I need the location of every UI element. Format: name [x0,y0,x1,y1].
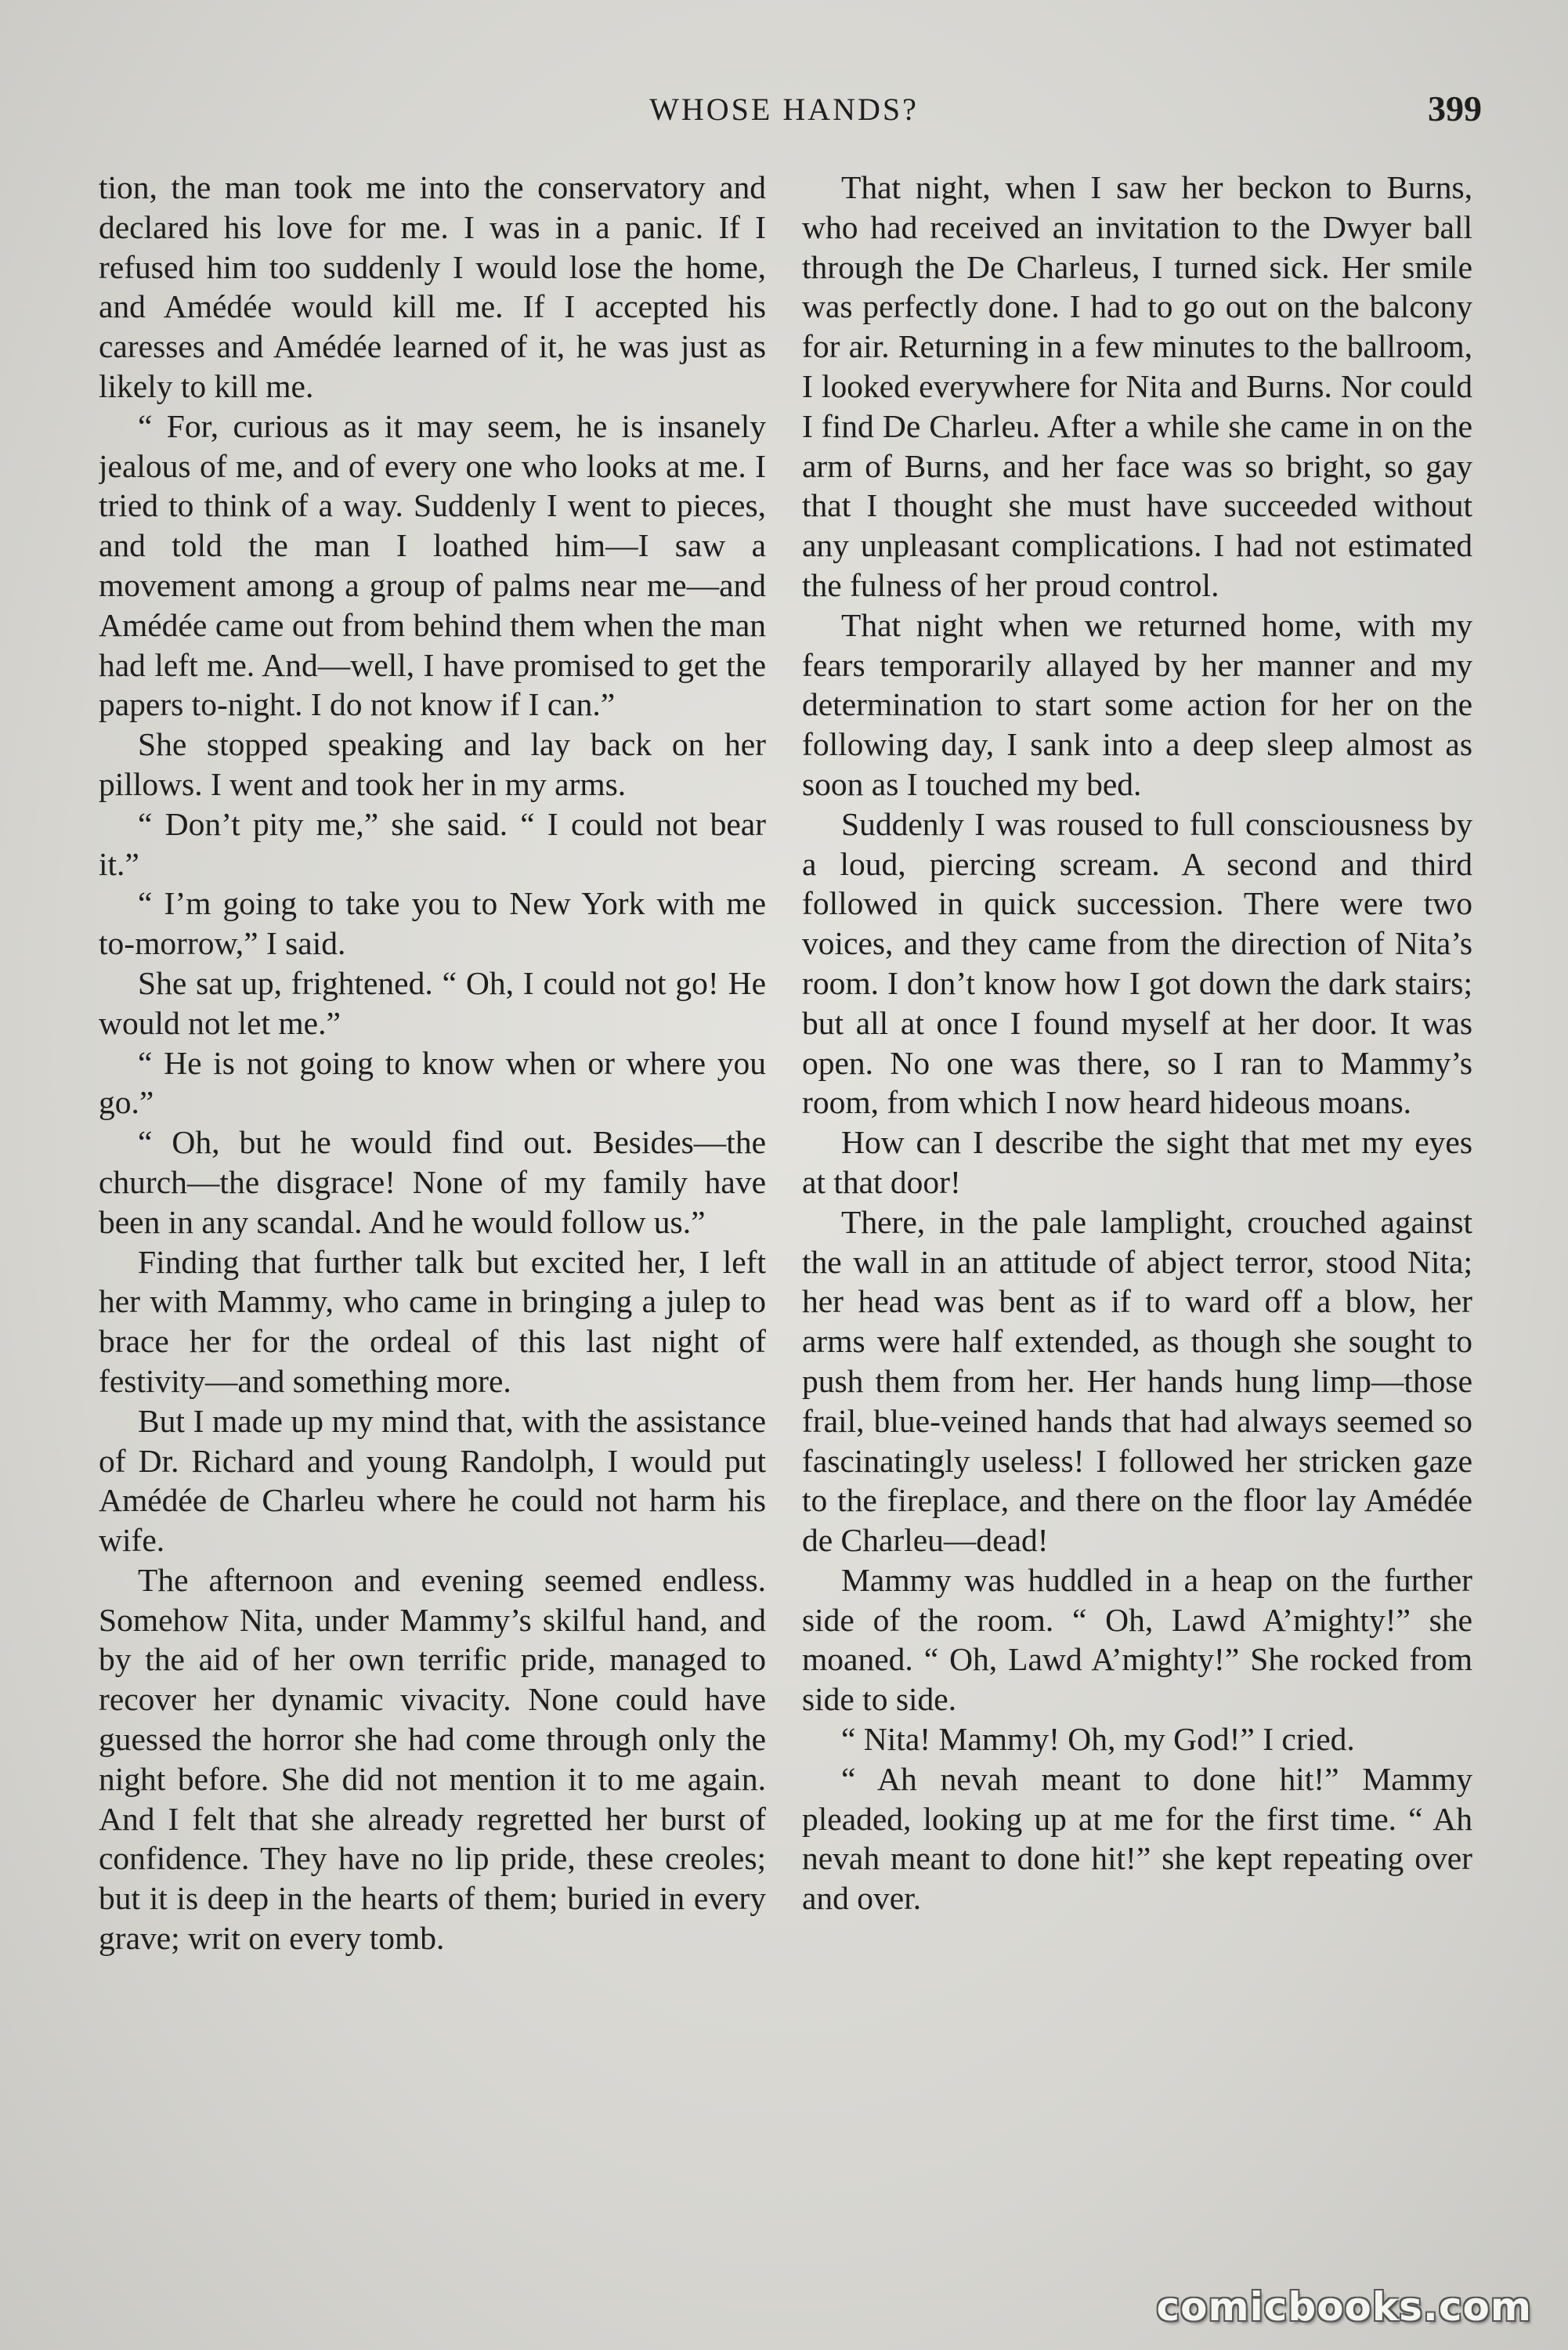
paragraph: That night when we returned home, with my fears temporarily allayed by her manner and my determination to start some action for her on the following day, I sank into a deep sleep almost as soon as I touched my bed. [802,606,1472,802]
site-watermark: comicbooks.com [1156,2284,1532,2330]
paragraph: Suddenly I was roused to full consciousness by a loud, piercing scream. A second and third followed in quick succession. There were two voices, and they came from the direction of Nita’s room. I don’t know how I got down the dark stairs; but all at once I found myself at her door. It was open. No one was there, so I ran to Mammy’s room, from which I now heard hideous moans. [802,805,1472,1121]
paragraph: “ Don’t pity me,” she said. “ I could not bear it.” [99,805,766,882]
paragraph: “ Oh, but he would find out. Besides—the church—the disgrace! None of my family have been in any scandal. And he would follow us.” [99,1124,766,1240]
paragraph: Finding that further talk but excited her, I left her with Mammy, who came in bringing a julep to brace her for the ordeal of this last night of festivity—and something more. [99,1243,766,1399]
paragraph: tion, the man took me into the conservatory and declared his love for me. I was in a panic. If I refused him too suddenly I would lose the home, and Amédée would kill me. If I accepted his caresses and Amédée learned of it, he was just as likely to kill me. [99,169,766,404]
paragraph: She sat up, frightened. “ Oh, I could not go! He would not let me.” [99,964,766,1041]
running-title: WHOSE HANDS? [649,92,919,127]
paragraph: “ For, curious as it may seem, he is insanely jealous of me, and of every one who looks at me. I tried to think of a way. Suddenly I went to pieces, and told the man I loathed him—I saw a movement among a group of palms near me—and Amédée came out from behind them when the man had left me. And—well, I have promised to get the papers to-night. I do not know if I can.” [99,407,766,723]
page-number: 399 [1428,89,1482,128]
left-text-column [99,168,766,2283]
paragraph: Mammy was huddled in a heap on the further side of the room. “ Oh, Lawd A’mighty!” she moaned. “ Oh, Lawd A’mighty!” She rocked from side to side. [802,1561,1472,1718]
paragraph: “ Ah nevah meant to done hit!” Mammy pleaded, looking up at me for the first time. “ Ah nevah meant to done hit!” she kept repeating over and over. [802,1760,1472,1917]
paragraph: How can I describe the sight that met my eyes at that door! [802,1124,1472,1200]
paragraph: “ Nita! Mammy! Oh, my God!” I cried. [841,1721,1355,1758]
paragraph: But I made up my mind that, with the assistance of Dr. Richard and young Randolph, I would put Amédée de Charleu where he could not harm his wife. [99,1402,766,1559]
paragraph: That night, when I saw her beckon to Burns, who had received an invitation to the Dwyer ball through the De Charleus, I turned sick. Her smile was perfectly done. I had to go out on the balcony for air. Returning in a few minutes to the ballroom, I looked everywhere for Nita and Burns. Nor could I find De Charleu. After a while she came in on the arm of Burns, and her face was so bright, so gay that I thought she must have succeeded without any unpleasant complications. I had not estimated the fulness of her proud control. [802,169,1472,603]
page-header [86,91,1482,138]
paragraph: “ He is not going to know when or where you go.” [99,1044,766,1121]
right-text-column [802,168,1472,2283]
paragraph: The afternoon and evening seemed endless. Somehow Nita, under Mammy’s skilful hand, and by the aid of her own terrific pride, managed to recover her dynamic vivacity. None could have guessed the horror she had come through only the night before. She did not mention it to me again. And I felt that she already regretted her burst of confidence. They have no lip pride, these creoles; but it is deep in the hearts of them; buried in every grave; writ on every tomb. [99,1561,766,1957]
paragraph: There, in the pale lamplight, crouched against the wall in an attitude of abject terror, stood Nita; her head was bent as if to ward off a blow, her arms were half extended, as though she sought to push them from her. Her hands hung limp—those frail, blue-veined hands that had always seemed so fascinatingly useless! I followed her stricken gaze to the fireplace, and there on the floor lay Amédée de Charleu—dead! [802,1203,1472,1559]
paragraph: She stopped speaking and lay back on her pillows. I went and took her in my arms. [99,726,766,802]
paragraph: “ I’m going to take you to New York with me to-morrow,” I said. [99,885,766,962]
